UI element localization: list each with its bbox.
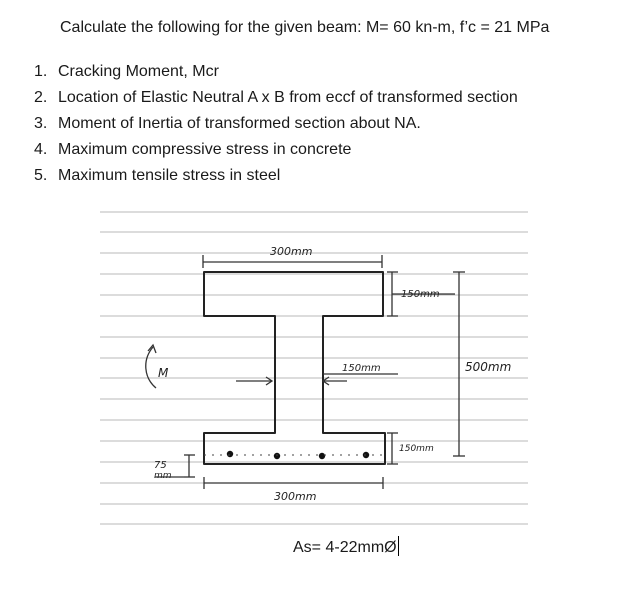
moment-arrow-icon: [146, 347, 156, 388]
rebar-dot-icon: [319, 453, 325, 459]
list-item: 5. Maximum tensile stress in steel: [34, 167, 281, 184]
top-flange-depth-label: 150mm: [401, 289, 440, 300]
rebar-group: [227, 451, 369, 459]
rebar-dot-icon: [274, 453, 280, 459]
web-width-label: 150mm: [342, 363, 381, 374]
moment-label: M: [158, 366, 169, 380]
bottom-flange-depth-label: 150mm: [399, 444, 434, 454]
cover-unit: mm: [154, 471, 172, 481]
total-depth-dimension: [453, 272, 465, 456]
total-depth-label: 500mm: [465, 360, 512, 374]
problem-title: Calculate the following for the given beam: M= 60 kn-m, f’c = 21 MPa: [60, 19, 550, 36]
list-item: 3. Moment of Inertia of transformed section about NA.: [34, 115, 421, 132]
steel-area-label: As= 4-22mmØ: [293, 536, 399, 557]
bottom-width-dimension: [204, 477, 383, 489]
list-item: 1. Cracking Moment, Mcr: [34, 63, 219, 80]
rebar-dot-icon: [227, 451, 233, 457]
bottom-width-label: 300mm: [274, 490, 317, 503]
list-item: 2. Location of Elastic Neutral A x B from eccf of transformed section: [34, 89, 518, 106]
web-width-arrows: [236, 374, 398, 385]
list-item: 4. Maximum compressive stress in concrete: [34, 141, 352, 158]
cover-value: 75: [154, 460, 167, 471]
text-cursor: [398, 536, 399, 556]
top-width-label: 300mm: [270, 245, 313, 258]
bottom-flange-depth-dimension: [387, 433, 398, 464]
